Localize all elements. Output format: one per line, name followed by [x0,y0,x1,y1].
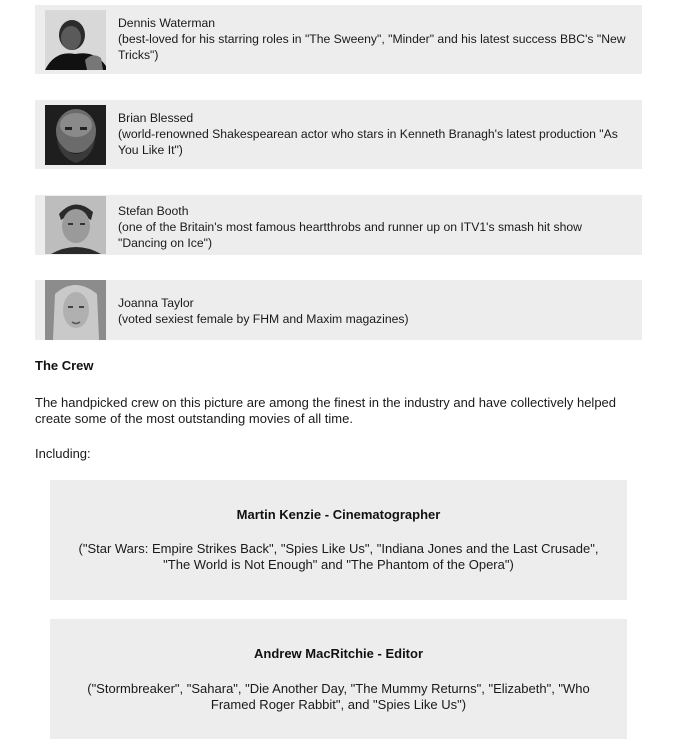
actor-name: Joanna Taylor [118,296,194,310]
actor-photo [45,10,106,70]
crew-intro: The handpicked crew on this picture are among the finest in the industry and have collectively helped create some of the most outstanding movies of all time. [35,395,617,426]
actor-name: Brian Blessed [118,111,194,125]
crew-member-title: Martin Kenzie - Cinematographer [236,507,441,522]
crew-member-title: Andrew MacRitchie - Editor [253,646,424,661]
actor-note: (world-renowned Shakespearean actor who stars in Kenneth Branagh's latest production "As You Like It") [118,127,618,158]
actor-photo [45,280,106,340]
actor-photo [45,196,106,254]
cast-card-dennis-waterman [35,5,642,74]
cast-card-stefan-booth [35,195,642,255]
cast-text [118,203,634,252]
actor-name: Dennis Waterman [118,16,216,30]
actor-photo [45,105,106,165]
actor-name: Stefan Booth [118,204,189,218]
actor-note: (voted sexiest female by FHM and Maxim magazines) [118,312,409,327]
cast-card-brian-blessed [35,100,642,169]
crew-including: Including: [35,446,91,461]
section-title-crew: The Crew [35,358,94,373]
actor-note: (one of the Britain's most famous heartthrobs and runner up on ITV1's smash hit show "Dancing on Ice") [118,220,582,251]
cast-text [118,15,634,64]
crew-card-editor [50,619,627,739]
cast-text [118,295,634,327]
cast-card-joanna-taylor [35,280,642,340]
crew-card-cinematographer [50,480,627,600]
actor-note: (best-loved for his starring roles in "The Sweeny", "Minder" and his latest success BBC's "New Tricks") [118,32,626,63]
crew-member-credits: ("Star Wars: Empire Strikes Back", "Spies Like Us", "Indiana Jones and the Last Crusade", "The World is Not Enough" and "The Phantom of the Opera") [78,541,599,572]
cast-text [118,110,634,159]
crew-member-credits: ("Stormbreaker", "Sahara", "Die Another Day, "The Mummy Returns", "Elizabeth", "Who Framed Roger Rabbit", and "Spies Like Us") [87,681,590,712]
